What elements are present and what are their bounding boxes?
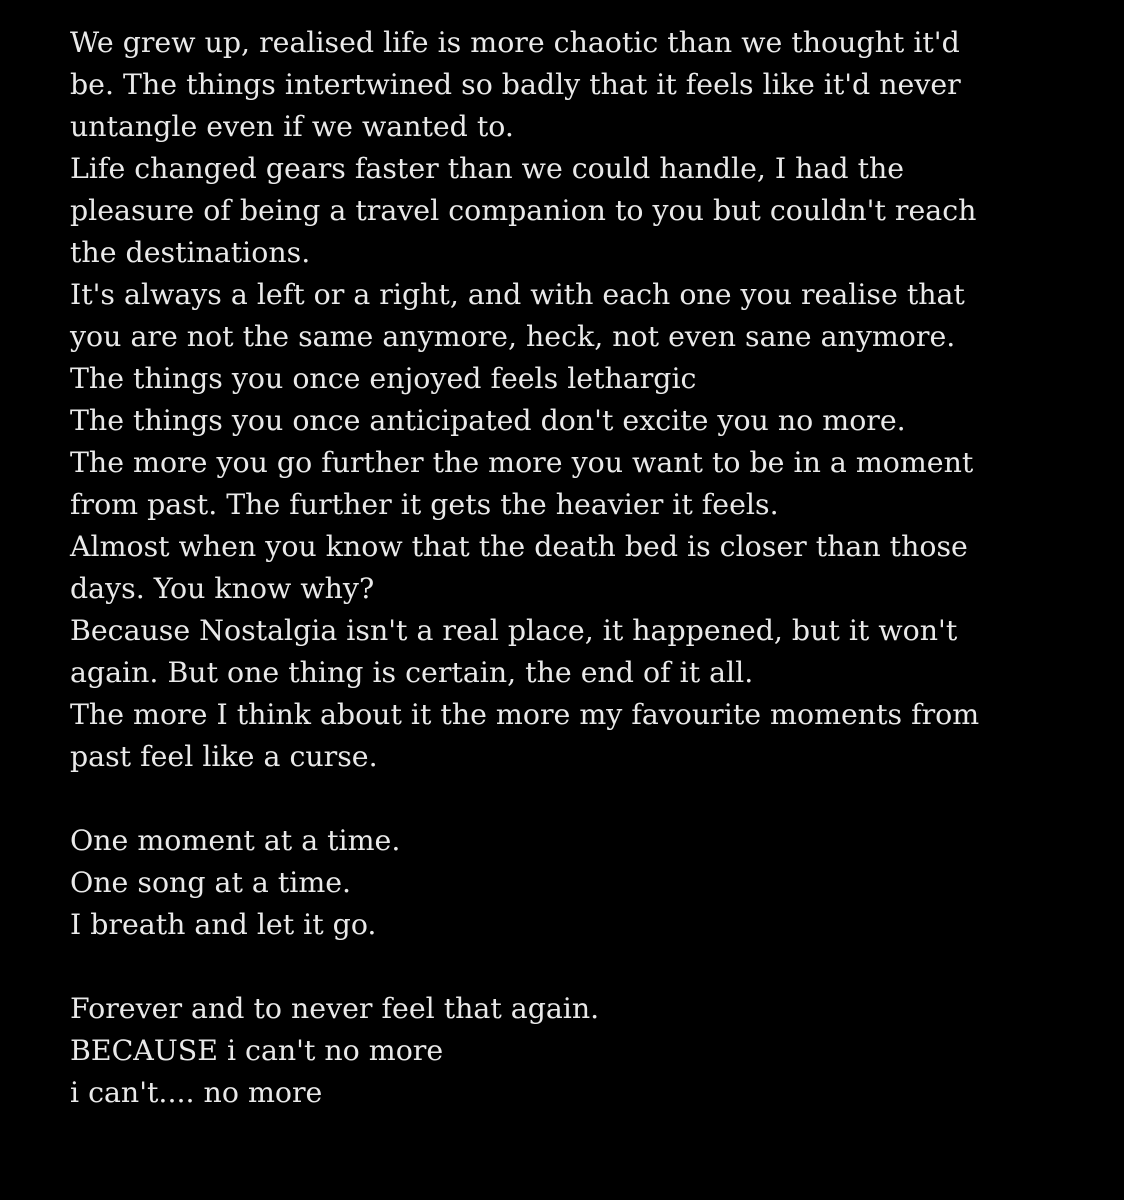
text-line: It's always a left or a right, and with each one you realise that bbox=[70, 278, 965, 311]
paragraph-gap bbox=[70, 946, 1110, 988]
text-line: The things you once enjoyed feels lethargic bbox=[70, 362, 697, 395]
text-line: from past. The further it gets the heavier it feels. bbox=[70, 488, 779, 521]
text-line: One moment at a time. bbox=[70, 824, 401, 857]
text-line: you are not the same anymore, heck, not even sane anymore. bbox=[70, 320, 956, 353]
text-line: again. But one thing is certain, the end of it all. bbox=[70, 656, 754, 689]
text-line: pleasure of being a travel companion to you but couldn't reach bbox=[70, 194, 977, 227]
text-line: The more I think about it the more my favourite moments from bbox=[70, 698, 980, 731]
text-line: Forever and to never feel that again. bbox=[70, 992, 600, 1025]
text-line: Because Nostalgia isn't a real place, it happened, but it won't bbox=[70, 614, 958, 647]
text-line: be. The things intertwined so badly that it feels like it'd never bbox=[70, 68, 961, 101]
paragraph-3 bbox=[70, 988, 1110, 1114]
text-line: days. You know why? bbox=[70, 572, 375, 605]
text-line: The more you go further the more you want to be in a moment bbox=[70, 446, 974, 479]
text-line: Life changed gears faster than we could handle, I had the bbox=[70, 152, 905, 185]
text-line: BECAUSE i can't no more bbox=[70, 1034, 444, 1067]
text-line: One song at a time. bbox=[70, 866, 352, 899]
text-line: Almost when you know that the death bed is closer than those bbox=[70, 530, 968, 563]
text-line: The things you once anticipated don't excite you no more. bbox=[70, 404, 906, 437]
text-line: past feel like a curse. bbox=[70, 740, 378, 773]
text-line: We grew up, realised life is more chaotic than we thought it'd bbox=[70, 26, 960, 59]
paragraph-2 bbox=[70, 820, 1110, 946]
text-line: the destinations. bbox=[70, 236, 311, 269]
paragraph-1 bbox=[70, 22, 1110, 778]
text-line: untangle even if we wanted to. bbox=[70, 110, 514, 143]
text-line: I breath and let it go. bbox=[70, 908, 377, 941]
paragraph-gap bbox=[70, 778, 1110, 820]
poem-text bbox=[70, 22, 1110, 1114]
text-line: i can't.... no more bbox=[70, 1076, 323, 1109]
